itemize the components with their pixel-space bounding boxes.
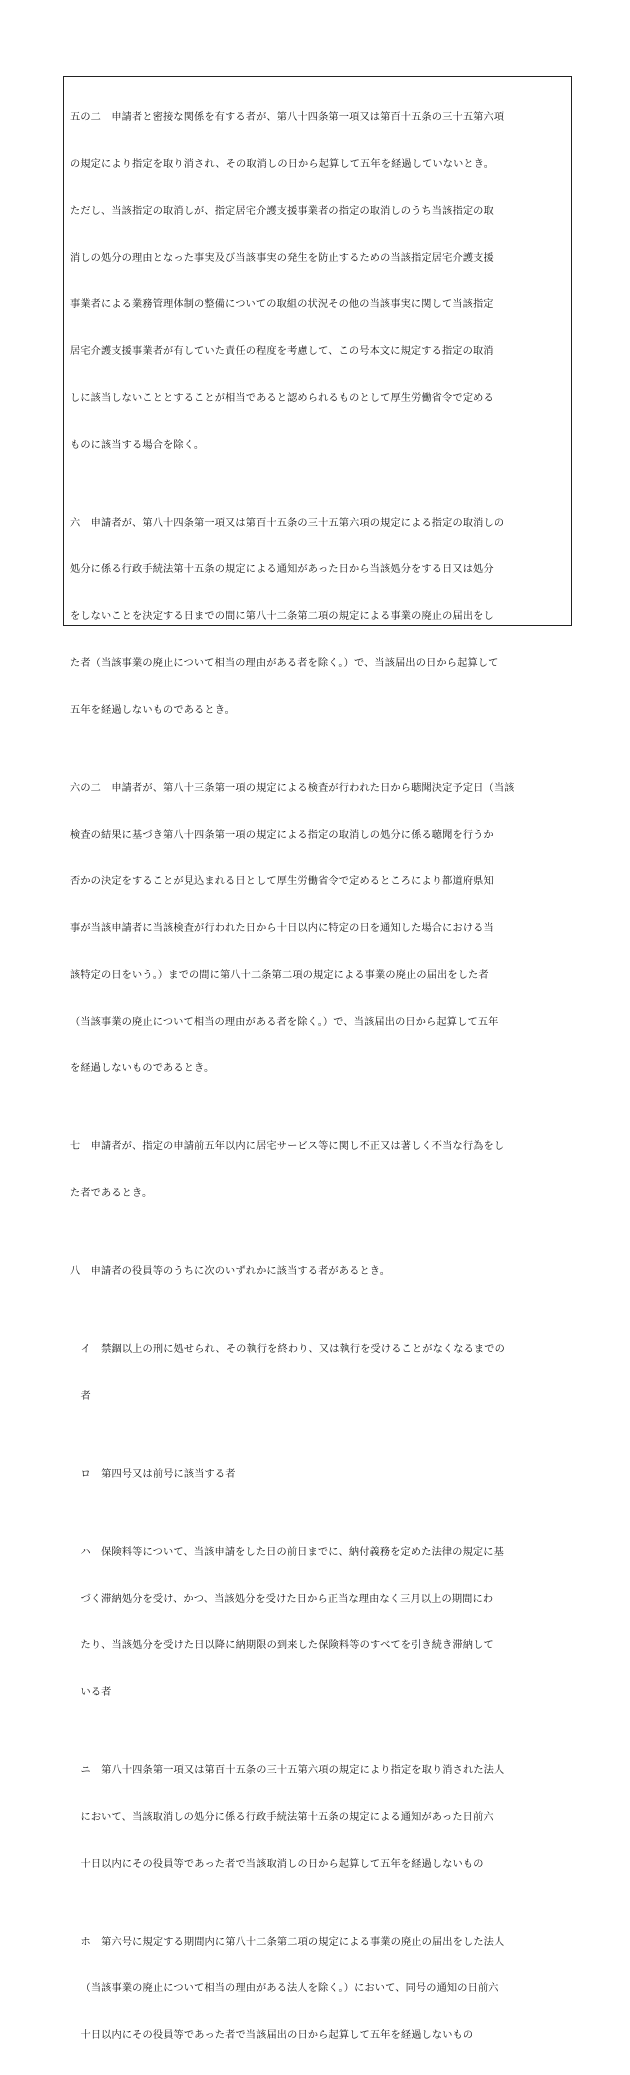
text-line: 処分に係る行政手続法第十五条の規定による通知があった日から当該処分をする日又は処分 [70, 564, 494, 576]
clause-8-i [70, 1311, 565, 1436]
text-line: づく滞納処分を受け、かつ、当該処分を受けた日から正当な理由なく三月以上の期間にわ [80, 1593, 494, 1605]
text-line: 事業者による業務管理体制の整備についての取組の状況その他の当該事実に関して当該指定 [70, 299, 494, 311]
text-line: 検査の結果に基づき第八十四条第一項の規定による指定の取消しの処分に係る聴聞を行うか [70, 829, 494, 841]
clause-6-2 [70, 750, 565, 1109]
text-line: たり、当該処分を受けた日以降に納期限の到来した保険料等のすべてを引き続き滞納して [80, 1640, 494, 1652]
text-line: ホ 第六号に規定する期間内に第八十二条第二項の規定による事業の廃止の届出をした法人 [80, 1936, 505, 1948]
text-line: において、当該取消しの処分に係る行政手続法第十五条の規定による通知があった日前六 [80, 1811, 494, 1823]
text-line: ただし、当該指定の取消しが、指定居宅介護支援事業者の指定の取消しのうち当該指定の取 [70, 205, 494, 217]
text-line: しに該当しないこととすることが相当であると認められるものとして厚生労働省令で定める [70, 392, 494, 404]
text-line: イ 禁錮以上の刑に処せられ、その執行を終わり、又は執行を受けることがなくなるまでの [80, 1344, 505, 1356]
text-line: 八 申請者の役員等のうちに次のいずれかに該当する者があるとき。 [70, 1266, 391, 1278]
text-line: 十日以内にその役員等であった者で当該届出の日から起算して五年を経過しないもの [80, 2030, 474, 2042]
clause-7 [70, 1108, 565, 1233]
text-line: ニ 第八十四条第一項又は第百十五条の三十五第六項の規定により指定を取り消された法人 [80, 1765, 505, 1777]
text-line: を経過しないものであるとき。 [70, 1063, 215, 1075]
text-line: 五の二 申請者と密接な関係を有する者が、第八十四条第一項又は第百十五条の三十五第六項 [70, 112, 505, 124]
clause-8-ni [70, 1732, 565, 1904]
clause-8-ro [70, 1436, 565, 1514]
text-line: 該特定の日をいう。）までの間に第八十二条第二項の規定による事業の廃止の届出をした者 [70, 969, 489, 981]
text-line: ものに該当する場合を除く。 [70, 439, 205, 451]
text-line: た者であるとき。 [70, 1188, 153, 1200]
text-line: 居宅介護支援事業者が有していた責任の程度を考慮して、この号本文に規定する指定の取消 [70, 346, 494, 358]
clause-8 [70, 1233, 565, 1311]
text-line: た者（当該事業の廃止について相当の理由がある者を除く。）で、当該届出の日から起算して [70, 657, 499, 669]
text-line: 六の二 申請者が、第八十三条第一項の規定による検査が行われた日から聴聞決定予定日（当該 [70, 782, 515, 794]
text-line: 六 申請者が、第八十四条第一項又は第百十五条の三十五第六項の規定による指定の取消しの [70, 517, 505, 529]
text-line: 五年を経過しないものであるとき。 [70, 704, 235, 716]
text-line: 否かの決定をすることが見込まれる日として厚生労働省令で定めるところにより都道府県知 [70, 876, 494, 888]
text-line: 消しの処分の理由となった事実及び当該事実の発生を防止するための当該指定居宅介護支援 [70, 252, 494, 264]
text-line: （当該事業の廃止について相当の理由がある者を除く。）で、当該届出の日から起算して五年 [70, 1016, 499, 1028]
text-line: をしないことを決定する日までの間に第八十二条第二項の規定による事業の廃止の届出をし [70, 611, 494, 623]
statute-text-box [63, 76, 572, 2042]
clause-8-ha [70, 1514, 565, 1732]
text-line: （当該事業の廃止について相当の理由がある法人を除く。）において、同号の通知の日前六 [80, 1983, 499, 1995]
text-line: ロ 第四号又は前号に該当する者 [80, 1468, 236, 1480]
text-line: の規定により指定を取り消され、その取消しの日から起算して五年を経過していないとき。 [70, 158, 495, 170]
text-line: いる者 [80, 1687, 112, 1699]
text-line: 者 [80, 1390, 91, 1402]
text-line: 十日以内にその役員等であった者で当該取消しの日から起算して五年を経過しないもの [80, 1858, 484, 1870]
text-line: 事が当該申請者に当該検査が行われた日から十日以内に特定の日を通知した場合における当 [70, 923, 494, 935]
clause-8-ho [70, 1903, 565, 2075]
clause-6 [70, 484, 565, 749]
text-line: 七 申請者が、指定の申請前五年以内に居宅サービス等に関し不正又は著しく不当な行為をし [70, 1141, 505, 1153]
clause-5-2 [70, 79, 565, 484]
text-line: ハ 保険料等について、当該申請をした日の前日までに、納付義務を定めた法律の規定に基 [80, 1546, 504, 1558]
